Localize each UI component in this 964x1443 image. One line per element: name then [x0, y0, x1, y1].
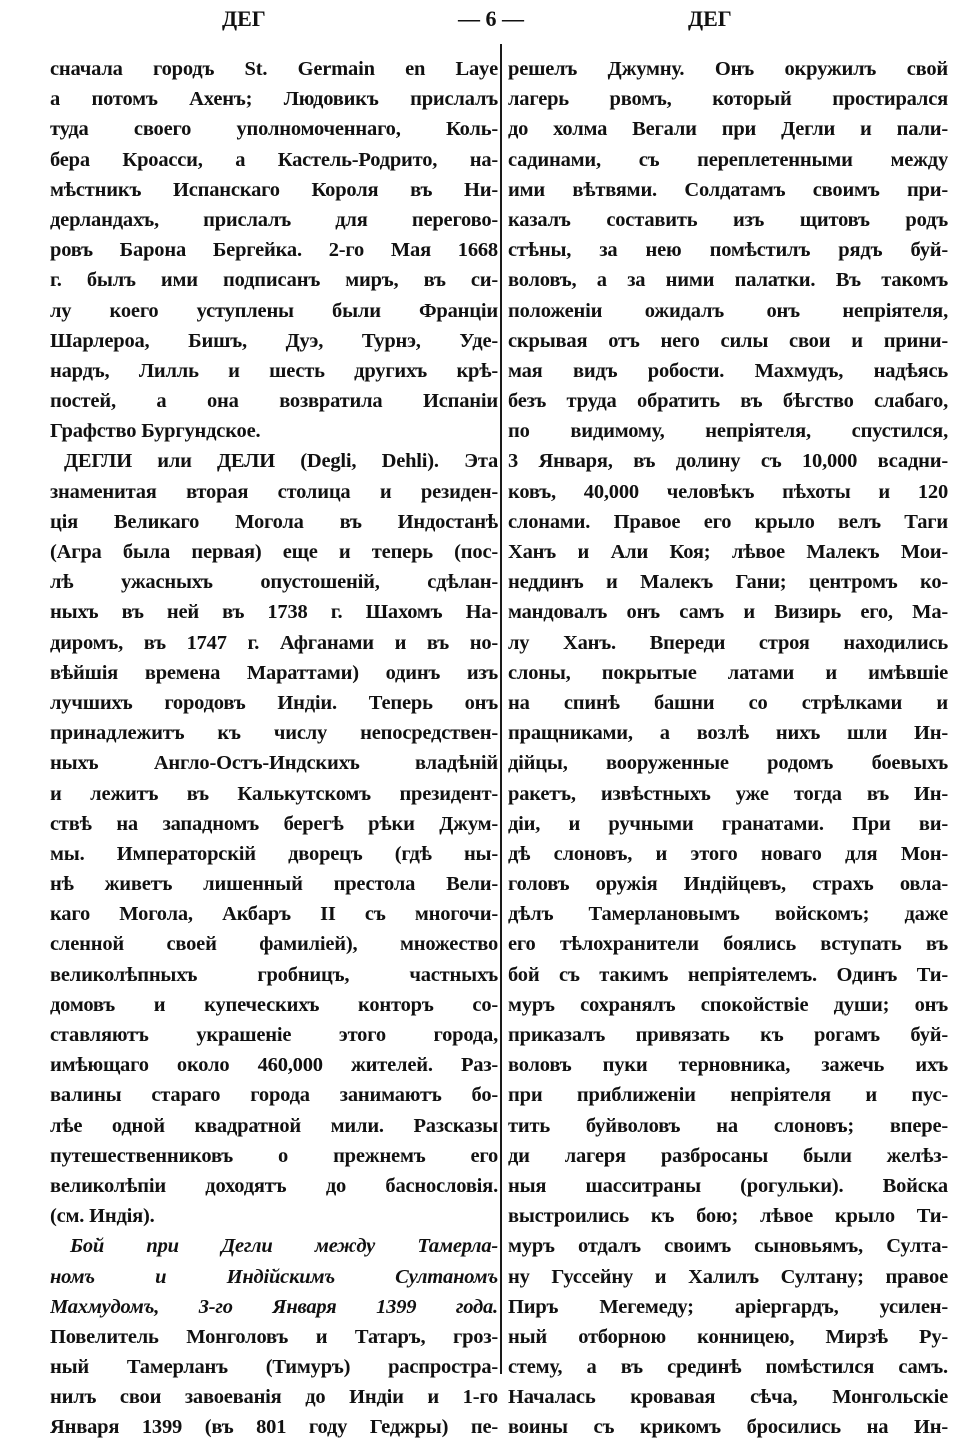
text-line: лучшихъ городовъ Индіи. Теперь онъ	[50, 691, 498, 714]
text-line: мы. Императорскій дворецъ (гдѣ ны-	[50, 842, 498, 865]
text-line: слонами. Правое его крыло велъ Таги	[508, 510, 948, 533]
text-line: Января 1399 (въ 801 году Геджры) пе-	[50, 1416, 498, 1439]
text-line: Махмудомъ, 3-го Января 1399 года.	[50, 1295, 498, 1318]
text-line: нардъ, Лилль и шесть другихъ крѣ-	[50, 359, 498, 382]
text-line: лу коего уступлены были Франціи	[50, 299, 498, 322]
text-line: диромъ, въ 1747 г. Афганами и въ но-	[50, 631, 498, 654]
text-line: головъ оружія Индійцевъ, страхъ овла-	[508, 873, 948, 896]
text-line: ну Гуссейну и Халилъ Султану; правое	[508, 1265, 948, 1288]
text-line: ція Великаго Могола въ Индостанѣ	[50, 510, 498, 533]
text-line: ДЕГЛИ или ДЕЛИ (Degli, Dehli). Эта	[64, 450, 498, 473]
text-line: бера Кроасси, а Кастель-Родрито, на-	[50, 148, 498, 171]
running-head-left: ДЕГ	[222, 6, 266, 31]
text-line: дерландахъ, прислалъ для перегово-	[50, 208, 498, 231]
text-line: ковъ, 40,000 человѣкъ пѣхоты и 120	[508, 480, 948, 503]
text-line: сначала городъ St. Germain en Laye	[50, 58, 498, 80]
text-line: нилъ свои завоеванія до Индіи и 1-го	[50, 1386, 498, 1409]
text-line: муръ отдалъ своимъ сыновьямъ, Султа-	[508, 1235, 948, 1258]
text-line: казалъ составить изъ щитовъ родъ	[508, 208, 948, 231]
text-line: стѣны, за нею помѣстилъ рядъ буй-	[508, 239, 948, 262]
text-line: лагерь рвомъ, который простирался	[508, 88, 948, 111]
text-line: стему, а въ срединѣ помѣстился самъ.	[508, 1356, 948, 1379]
page-header	[0, 4, 964, 38]
running-head-right: ДЕГ	[688, 6, 732, 31]
text-line: воловъ пуки терновника, зажечь ихъ	[508, 1054, 948, 1077]
text-line: дѣ слоновъ, и этого новаго для Мон-	[508, 842, 948, 865]
page-number: — 6 —	[458, 6, 524, 31]
text-line: бой съ такимъ непріятелемъ. Одинъ Ти-	[508, 963, 948, 986]
text-line: принадлежитъ къ числу непосредствен-	[50, 722, 498, 745]
text-line: ровъ Барона Бергейка. 2-го Мая 1668	[50, 239, 498, 262]
text-line: лу Ханъ. Впереди строя находились	[508, 631, 948, 654]
text-line: нѣ живетъ лишенный престола Вели-	[50, 873, 498, 896]
text-line: при приближеніи непріятеля и пус-	[508, 1084, 948, 1107]
text-line: Ханъ и Али Коя; лѣвое Малекъ Мои-	[508, 541, 948, 563]
text-line: ныхъ въ ней въ 1738 г. Шахомъ На-	[50, 601, 498, 624]
text-line: дійцы, вооруженные родомъ боевыхъ	[508, 752, 948, 775]
text-line: сленной своей фамиліей), множество	[50, 933, 498, 956]
text-line: Графство Бургундское.	[50, 420, 261, 443]
text-line: валины стараго города занимаютъ бо-	[50, 1084, 498, 1107]
text-line: неддинъ и Малекъ Гани; центромъ ко-	[508, 571, 948, 594]
text-line: Пиръ Мегемеду; аріергардъ, усилен-	[508, 1295, 948, 1318]
text-line: ими вѣтвями. Солдатамъ своимъ при-	[508, 178, 948, 201]
text-line: вѣйшія времена Мараттами) одинъ изъ	[50, 661, 498, 684]
text-line: Шарлероа, Бишъ, Дуэ, Турнэ, Уде-	[50, 329, 498, 352]
text-line: слоны, покрытые латами и имѣвшіе	[508, 661, 948, 684]
text-line: мандовалъ онъ самъ и Визирь его, Ма-	[508, 601, 948, 624]
text-line: тить буйволовъ на слоновъ; впере-	[508, 1114, 948, 1137]
text-line: каго Могола, Акбаръ II съ многочи-	[50, 903, 498, 926]
text-line: а потомъ Ахенъ; Людовикъ прислалъ	[50, 88, 498, 111]
text-line: путешественниковъ о прежнемъ его	[50, 1144, 498, 1167]
text-line: его тѣлохранители боялись вступать въ	[508, 933, 948, 956]
text-line: воины съ крикомъ бросились на Ин-	[508, 1416, 948, 1439]
text-line: решелъ Джумну. Онъ окружилъ свой	[508, 58, 948, 80]
text-line: Бой при Дегли между Тамерла-	[70, 1235, 498, 1258]
text-line: садинами, съ переплетенными между	[508, 148, 948, 171]
text-line: домовъ и купеческихъ конторъ со-	[50, 993, 498, 1016]
text-line: воловъ, а за ними палатки. Въ такомъ	[508, 269, 948, 292]
text-line: по видимому, непріятеля, спустился,	[508, 420, 948, 443]
text-line: лѣе одной квадратной мили. Разсказы	[50, 1114, 498, 1137]
column-divider	[500, 44, 502, 1374]
text-line: туда своего уполномоченнаго, Коль-	[50, 118, 498, 141]
text-line: безъ труда обратить въ бѣгство слабаго,	[508, 390, 948, 413]
text-line: ди лагеря разбросаны были желѣз-	[508, 1144, 948, 1167]
text-line: Повелитель Монголовъ и Татаръ, гроз-	[50, 1325, 498, 1348]
text-line: лѣ ужасныхъ опустошеній, сдѣлан-	[50, 571, 498, 594]
text-line: г. былъ ими подписанъ миръ, въ си-	[50, 269, 498, 292]
text-line: великолѣпіи доходятъ до баснословія.	[50, 1174, 498, 1197]
text-line: муръ сохранялъ спокойствіе души; онъ	[508, 993, 948, 1016]
text-line: постей, а она возвратила Испаніи	[50, 390, 498, 413]
text-line: скрывая отъ него силы свои и прини-	[508, 329, 948, 352]
text-line: ный Тамерланъ (Тимуръ) распростра-	[50, 1356, 498, 1379]
text-line: имѣющаго около 460,000 жителей. Раз-	[50, 1054, 498, 1077]
text-line: и лежитъ въ Калькутскомъ президент-	[50, 782, 498, 805]
text-line: ствѣ на западномъ берегѣ рѣки Джум-	[50, 812, 498, 835]
right-column	[508, 54, 948, 1443]
text-line: ный отборною конницею, Мирзѣ Ру-	[508, 1325, 948, 1348]
text-line: пращниками, а возлѣ нихъ шли Ин-	[508, 722, 948, 745]
text-line: Началась кровавая сѣча, Монгольскіе	[508, 1386, 948, 1409]
text-line: ракетъ, извѣстныхъ уже тогда въ Ин-	[508, 782, 948, 805]
text-line: мѣстникъ Испанскаго Короля въ Ни-	[50, 178, 498, 201]
text-line: (Агра была первая) еще и теперь (пос-	[50, 541, 498, 563]
text-line: діи, и ручными гранатами. При ви-	[508, 812, 948, 835]
text-line: мая видъ робости. Махмудъ, надѣясь	[508, 359, 948, 382]
text-line: до холма Вегали при Дегли и пали-	[508, 118, 948, 141]
text-line: дѣлъ Тамерлановымъ войскомъ; даже	[508, 903, 948, 926]
text-line: приказалъ привязать къ рогамъ буй-	[508, 1024, 948, 1046]
text-line: (см. Индія).	[50, 1205, 155, 1228]
text-line: великолѣпныхъ гробницъ, частныхъ	[50, 963, 498, 986]
left-column	[50, 54, 498, 1443]
text-line: знаменитая вторая столица и резиден-	[50, 480, 498, 503]
text-line: положеніи ожидалъ онъ непріятеля,	[508, 299, 948, 322]
text-line: 3 Января, въ долину съ 10,000 всадни-	[508, 450, 948, 473]
text-line: на спинѣ башни со стрѣлками и	[508, 691, 948, 714]
text-line: ныя шасситраны (рогульки). Войска	[508, 1174, 948, 1197]
text-line: выстроились къ бою; лѣвое крыло Ти-	[508, 1205, 948, 1228]
text-line: номъ и Индійскимъ Султаномъ	[50, 1265, 498, 1288]
text-line: ставляютъ украшеніе этого города,	[50, 1024, 498, 1046]
text-line: ныхъ Англо-Остъ-Индскихъ владѣній	[50, 752, 498, 775]
